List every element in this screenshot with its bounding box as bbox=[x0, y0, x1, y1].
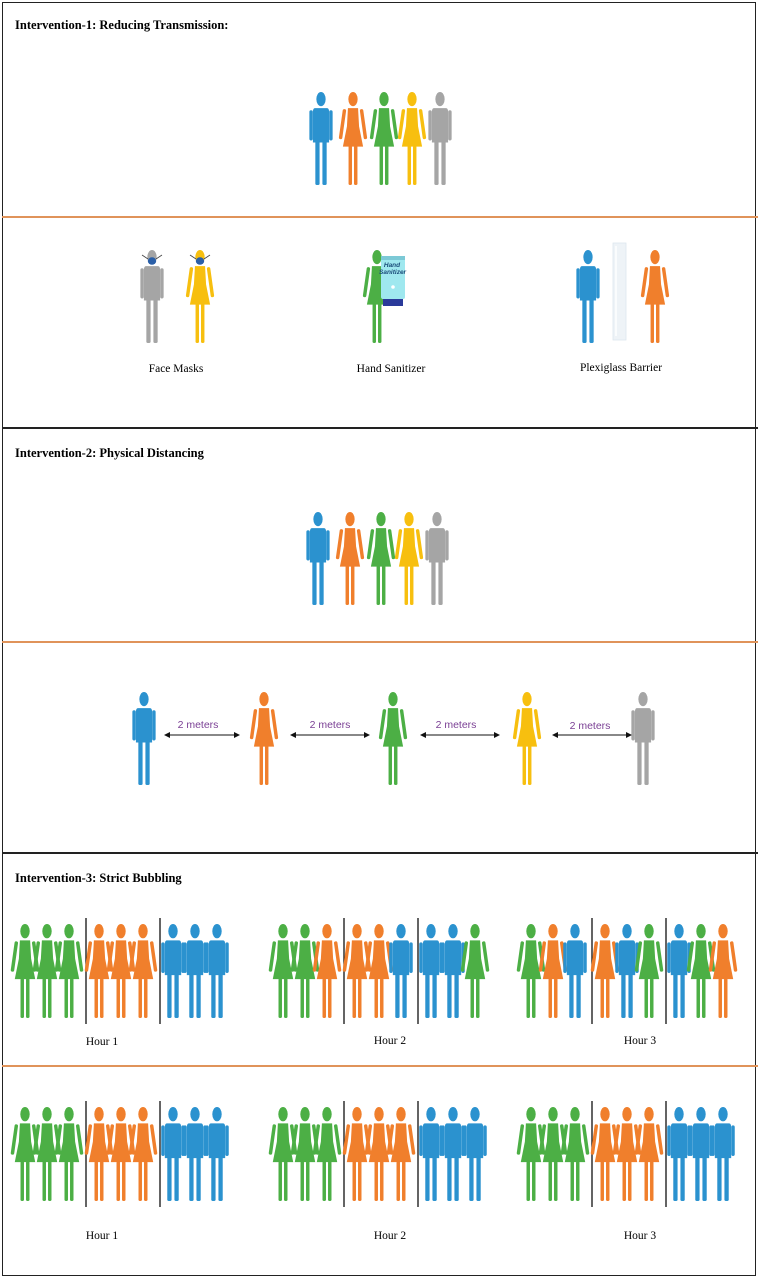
plexiglass-barrier-icon bbox=[613, 243, 626, 340]
person-group1-4 bbox=[398, 92, 427, 185]
section-title-reducing-transmission: Intervention-1: Reducing Transmission: bbox=[15, 18, 229, 32]
person-group1-1 bbox=[309, 92, 332, 185]
bubble-bottom-hour2-bubble3-person2 bbox=[441, 1107, 465, 1201]
sanitizer-bottle-label: Hand Sanitizer bbox=[379, 262, 407, 276]
distance-label-4: 2 meters bbox=[569, 720, 611, 732]
bubble-top-hour2-bubble3-person1 bbox=[419, 924, 443, 1018]
section-title-physical-distancing: Intervention-2: Physical Distancing bbox=[15, 446, 204, 460]
person-distanced-3 bbox=[379, 692, 408, 785]
person-distanced-4 bbox=[513, 692, 542, 785]
person-group2-4 bbox=[395, 512, 424, 605]
person-group2-2 bbox=[336, 512, 365, 605]
section-title-strict-bubbling: Intervention-3: Strict Bubbling bbox=[15, 871, 182, 885]
person-group1-2 bbox=[339, 92, 368, 185]
hour-label-top-3: Hour 3 bbox=[623, 1035, 657, 1047]
bubble-bottom-hour3-bubble3-person2 bbox=[689, 1107, 713, 1201]
hour-label-top-2: Hour 2 bbox=[373, 1035, 407, 1047]
bubble-bottom-hour3-bubble3-person3 bbox=[711, 1107, 735, 1201]
bubble-bottom-hour1-bubble3-person3 bbox=[205, 1107, 229, 1201]
bubble-top-hour2-bubble3-person3 bbox=[461, 924, 490, 1018]
distance-arrow-1 bbox=[164, 732, 240, 738]
bubble-bottom-hour1-bubble3-person1 bbox=[161, 1107, 185, 1201]
bubble-bottom-hour2-bubble3-person3 bbox=[463, 1107, 487, 1201]
person-distanced-2 bbox=[250, 692, 279, 785]
person-distanced-1 bbox=[132, 692, 155, 785]
caption-plexiglass-barrier: Plexiglass Barrier bbox=[579, 362, 663, 374]
bubble-top-hour1-bubble3-person2 bbox=[183, 924, 207, 1018]
bubble-top-hour3-bubble2-person3 bbox=[635, 924, 664, 1018]
hour-label-bottom-3: Hour 3 bbox=[623, 1230, 657, 1242]
person-group2-3 bbox=[367, 512, 396, 605]
distance-arrow-2 bbox=[290, 732, 370, 738]
distance-label-3: 2 meters bbox=[435, 719, 477, 731]
distance-arrow-3 bbox=[420, 732, 500, 738]
caption-face-masks: Face Masks bbox=[148, 363, 204, 375]
person-group2-1 bbox=[306, 512, 329, 605]
bubble-bottom-hour3-bubble3-person1 bbox=[667, 1107, 691, 1201]
person-group1-5 bbox=[428, 92, 451, 185]
caption-hand-sanitizer: Hand Sanitizer bbox=[356, 363, 426, 375]
distance-arrow-4 bbox=[552, 732, 632, 738]
distance-label-1: 2 meters bbox=[177, 719, 219, 731]
bubble-top-hour1-bubble3-person1 bbox=[161, 924, 185, 1018]
person-distanced-5 bbox=[631, 692, 654, 785]
person-barrier-orange bbox=[641, 250, 670, 343]
hour-label-bottom-2: Hour 2 bbox=[373, 1230, 407, 1242]
hour-label-top-1: Hour 1 bbox=[85, 1036, 119, 1048]
distance-label-2: 2 meters bbox=[309, 719, 351, 731]
person-group2-5 bbox=[425, 512, 448, 605]
bubble-bottom-hour2-bubble3-person1 bbox=[419, 1107, 443, 1201]
hour-label-bottom-1: Hour 1 bbox=[85, 1230, 119, 1242]
person-group1-3 bbox=[370, 92, 399, 185]
bubble-top-hour1-bubble3-person3 bbox=[205, 924, 229, 1018]
bubble-top-hour3-bubble2-person1 bbox=[591, 924, 620, 1018]
person-barrier-blue bbox=[576, 250, 599, 343]
bubble-bottom-hour1-bubble3-person2 bbox=[183, 1107, 207, 1201]
